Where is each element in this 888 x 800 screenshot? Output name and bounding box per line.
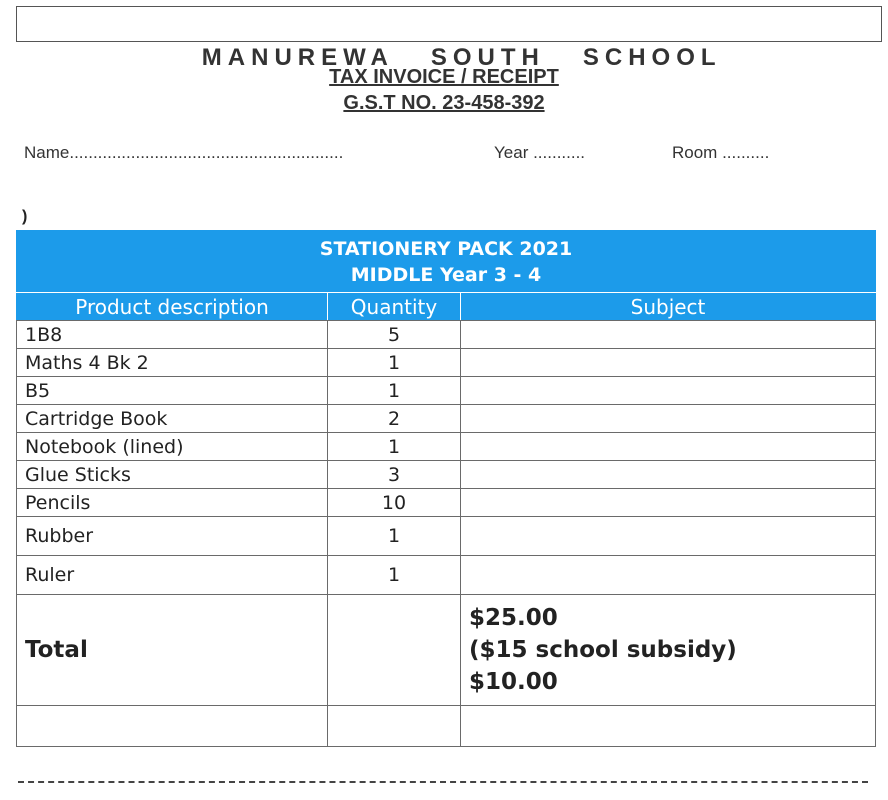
subject-cell[interactable] [461,489,876,517]
subject-cell[interactable] [461,321,876,349]
quantity-cell: 1 [328,433,461,461]
subject-cell[interactable] [461,517,876,556]
subject-cell[interactable] [461,556,876,595]
table-row [17,517,876,556]
quantity-cell: 3 [328,461,461,489]
stray-mark: ) [22,208,28,225]
quantity-cell: 5 [328,321,461,349]
table-row [17,489,876,517]
table-banner-row [17,231,876,293]
banner-line-1: STATIONERY PACK 2021 [319,237,573,260]
header-subject: Subject [461,293,876,321]
subject-cell[interactable] [461,377,876,405]
total-amount: $25.00 [469,605,558,631]
table-row [17,377,876,405]
invoice-title: TAX INVOICE / RECEIPT [329,66,559,88]
header-product: Product description [17,293,328,321]
empty-cell [17,706,328,747]
banner-line-2: MIDDLE Year 3 - 4 [350,263,542,286]
year-field[interactable]: Year ........... [494,143,586,162]
table-row [17,433,876,461]
room-field[interactable]: Room .......... [672,143,770,162]
total-label: Total [17,595,328,706]
total-amount-cell [461,595,876,706]
product-cell: Rubber [17,517,328,556]
product-cell: Notebook (lined) [17,433,328,461]
empty-cell [461,706,876,747]
product-cell: Ruler [17,556,328,595]
table-row [17,461,876,489]
table-header-row [17,293,876,321]
quantity-cell: 1 [328,517,461,556]
product-cell: 1B8 [17,321,328,349]
name-field[interactable]: Name.......................................................... [24,143,344,162]
product-cell: B5 [17,377,328,405]
total-row [17,595,876,706]
header-quantity: Quantity [328,293,461,321]
subject-cell[interactable] [461,405,876,433]
school-name-box [16,6,882,71]
school-subsidy: ($15 school subsidy) [469,637,737,663]
quantity-cell: 1 [328,377,461,405]
table-row [17,556,876,595]
stationery-table [16,230,876,747]
tear-off-divider [18,781,868,783]
total-quantity-cell [328,595,461,706]
subject-cell[interactable] [461,349,876,377]
subject-cell[interactable] [461,433,876,461]
subject-cell[interactable] [461,461,876,489]
table-row [17,405,876,433]
table-banner [17,231,876,293]
gst-number: G.S.T NO. 23-458-392 [343,92,545,114]
table-row [17,321,876,349]
school-name: MANUREWA SOUTH SCHOOL [201,44,722,71]
quantity-cell: 1 [328,556,461,595]
empty-cell [328,706,461,747]
product-cell: Maths 4 Bk 2 [17,349,328,377]
product-cell: Pencils [17,489,328,517]
product-cell: Cartridge Book [17,405,328,433]
product-cell: Glue Sticks [17,461,328,489]
quantity-cell: 10 [328,489,461,517]
net-amount: $10.00 [469,669,558,695]
quantity-cell: 1 [328,349,461,377]
quantity-cell: 2 [328,405,461,433]
table-row [17,349,876,377]
empty-row [17,706,876,747]
